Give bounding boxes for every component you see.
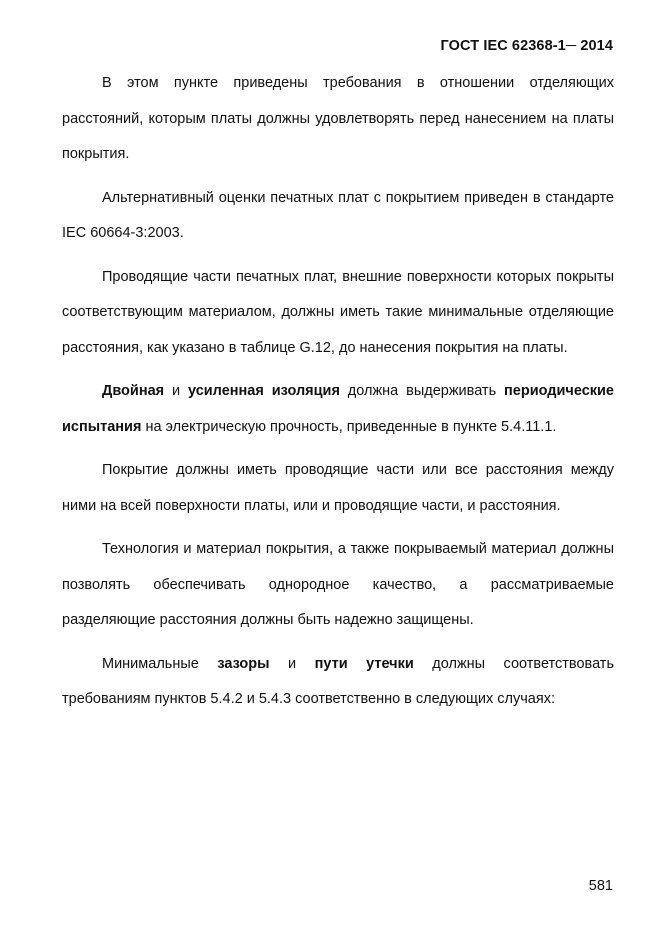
paragraph-conductive-parts — [62, 260, 614, 367]
paragraph-coating-technology — [62, 532, 614, 639]
paragraph-text: Покрытие должны иметь проводящие части или все расстояния между ними на всей поверхности платы, или и проводящие части, и расстояния. — [62, 462, 614, 514]
paragraph-alternative-assessment — [62, 181, 614, 252]
paragraph-separation-distances — [62, 66, 614, 173]
paragraph-text: Проводящие части печатных плат, внешние поверхности которых покрыты соответствующим материалом, должны иметь такие минимальные отделяющие расстояния, как указано в таблице G.12, до нанесения покрытия на платы. — [62, 268, 614, 356]
paragraph-text: В этом пункте приведены требования в отношении отделяющих расстояний, которым платы должны удовлетворять перед нанесением на платы покрытия. — [62, 75, 614, 162]
term-creepage-distances: пути утечки — [314, 655, 414, 672]
term-routine-tests: периодические испытания — [62, 383, 614, 435]
paragraph-text: и — [164, 383, 188, 399]
paragraph-text: Минимальные — [102, 655, 218, 672]
document-body — [62, 66, 614, 718]
term-double: Двойная — [102, 383, 165, 399]
paragraph-text: и — [269, 655, 315, 672]
paragraph-text: Альтернативный оценки печатных плат с покрытием приведен в стандарте IEC 60664-3:2003. — [62, 189, 614, 241]
paragraph-text: должна выдерживать — [339, 383, 505, 399]
paragraph-coating-coverage — [62, 453, 614, 524]
document-header: ГОСТ IEC 62368-1─ 2014 — [440, 38, 613, 54]
paragraph-text: Технология и материал покрытия, а также покрываемый материал должны позволять обеспечивать однородное качество, а рассматриваемые разделяющие расстояния должны быть надежно защищены. — [62, 541, 614, 628]
page-number: 581 — [588, 878, 613, 894]
paragraph-text: должны соответствовать требованиям пунктов 5.4.2 и 5.4.3 соответственно в следующих случаях: — [62, 655, 615, 707]
paragraph-insulation — [62, 374, 614, 445]
term-reinforced-insulation: усиленная изоляция — [188, 383, 340, 399]
term-clearances: зазоры — [217, 655, 270, 672]
paragraph-text: на электрическую прочность, приведенные в пункте 5.4.11.1. — [141, 418, 557, 435]
paragraph-minimum-clearances — [62, 647, 614, 718]
